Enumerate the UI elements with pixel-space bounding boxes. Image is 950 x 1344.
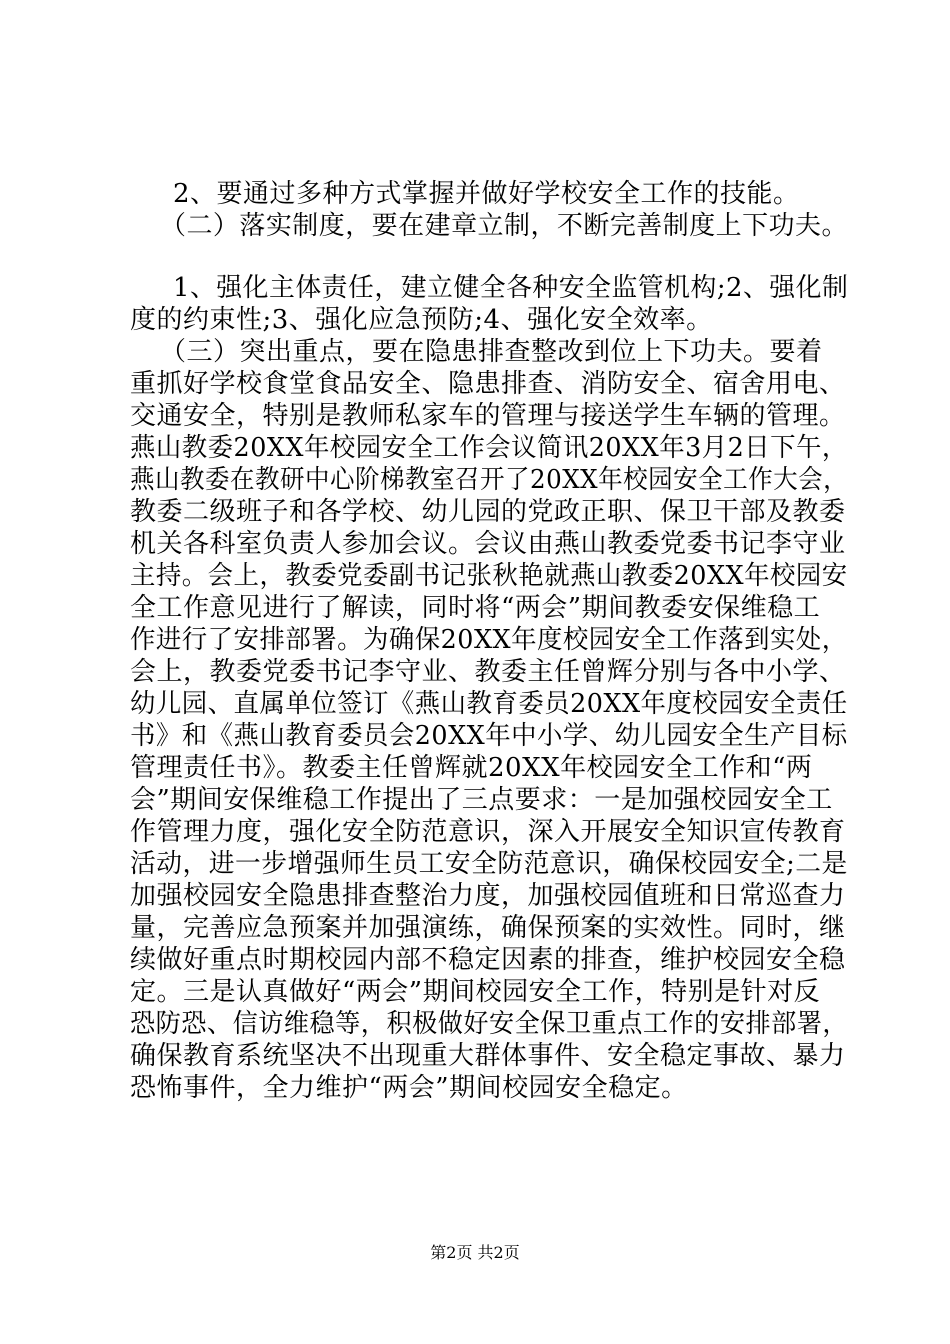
- paragraph-line: 燕山教委20XX年校园安全工作会议简讯20XX年3月2日下午，: [130, 433, 848, 463]
- paragraph-line: 加强校园安全隐患排查整治力度，加强校园值班和日常巡查力: [130, 881, 846, 911]
- section-heading: （二）落实制度，要在建章立制，不断完善制度上下功夫。: [160, 211, 848, 241]
- paragraph-line: 续做好重点时期校园内部不稳定因素的排查，维护校园安全稳: [130, 945, 846, 975]
- paragraph-line: 会”期间安保维稳工作提出了三点要求：一是加强校园安全工: [130, 785, 833, 815]
- paragraph-line: 交通安全，特别是教师私家车的管理与接送学生车辆的管理。: [130, 401, 846, 431]
- paragraph-line: 度的约束性;3、强化应急预防;4、强化安全效率。: [130, 305, 713, 335]
- paragraph-line: 量，完善应急预案并加强演练，确保预案的实效性。同时，继: [130, 913, 846, 943]
- paragraph-line: 活动，进一步增强师生员工安全防范意识，确保校园安全;二是: [130, 849, 848, 879]
- paragraph-line: 主持。会上，教委党委副书记张秋艳就燕山教委20XX年校园安: [130, 561, 848, 591]
- paragraph-line: 会上，教委党委书记李守业、教委主任曾辉分别与各中小学、: [130, 657, 846, 687]
- paragraph-line: 2、要通过多种方式掌握并做好学校安全工作的技能。: [173, 179, 800, 209]
- paragraph-line: 作进行了安排部署。为确保20XX年度校园安全工作落到实处，: [130, 625, 848, 655]
- paragraph-line: 幼儿园、直属单位签订《燕山教育委员20XX年度校园安全责任: [130, 689, 848, 719]
- page-number-footer: 第2页 共2页: [430, 1243, 520, 1262]
- section-heading: （三）突出重点，要在隐患排查整改到位上下功夫。要着: [160, 337, 823, 367]
- paragraph-line: 1、强化主体责任，建立健全各种安全监管机构;2、强化制: [173, 273, 849, 303]
- paragraph-line: 书》和《燕山教育委员会20XX年中小学、幼儿园安全生产目标: [130, 721, 848, 751]
- paragraph-line: 管理责任书》。教委主任曾辉就20XX年校园安全工作和“两: [130, 753, 813, 783]
- paragraph-line: 机关各科室负责人参加会议。会议由燕山教委党委书记李守业: [130, 529, 846, 559]
- paragraph-line: 重抓好学校食堂食品安全、隐患排查、消防安全、宿舍用电、: [130, 369, 846, 399]
- paragraph-line: 燕山教委在教研中心阶梯教室召开了20XX年校园安全工作大会，: [130, 465, 849, 495]
- paragraph-line: 恐怖事件，全力维护“两会”期间校园安全稳定。: [130, 1073, 688, 1103]
- paragraph-line: 定。三是认真做好“两会”期间校园安全工作，特别是针对反: [130, 977, 821, 1007]
- paragraph-line: 作管理力度，强化安全防范意识，深入开展安全知识宣传教育: [130, 817, 846, 847]
- paragraph-line: 确保教育系统坚决不出现重大群体事件、安全稳定事故、暴力: [130, 1041, 846, 1071]
- paragraph-line: 恐防恐、信访维稳等，积极做好安全保卫重点工作的安排部署，: [130, 1009, 849, 1039]
- paragraph-line: 全工作意见进行了解读，同时将“两会”期间教委安保维稳工: [130, 593, 821, 623]
- paragraph-line: 教委二级班子和各学校、幼儿园的党政正职、保卫干部及教委: [130, 497, 846, 527]
